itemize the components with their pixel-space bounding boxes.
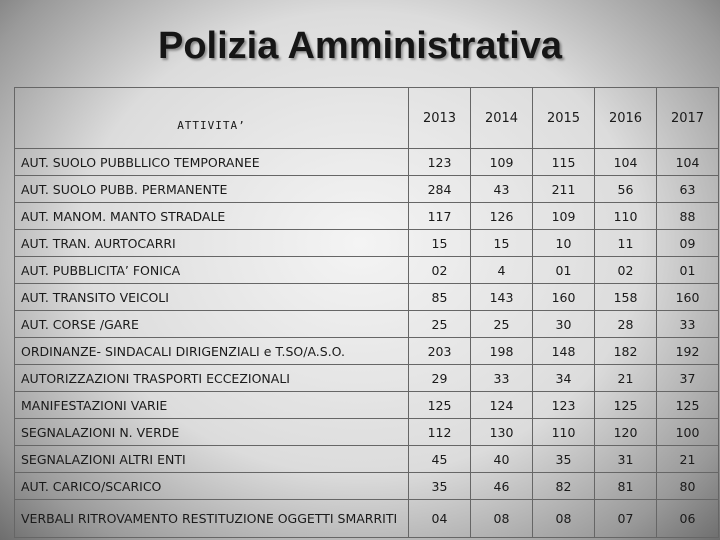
value-cell: 01 <box>657 257 719 284</box>
value-cell: 63 <box>657 176 719 203</box>
table-row <box>15 257 719 284</box>
value-cell: 88 <box>657 203 719 230</box>
header-row <box>15 88 719 149</box>
activity-label: ORDINANZE- SINDACALI DIRIGENZIALI e T.SO/A.S.O. <box>15 338 409 365</box>
value-cell: 115 <box>533 149 595 176</box>
value-cell: 15 <box>409 230 471 257</box>
activity-label: SEGNALAZIONI ALTRI ENTI <box>15 446 409 473</box>
table-row <box>15 473 719 500</box>
value-cell: 109 <box>471 149 533 176</box>
activity-table-container <box>14 87 718 527</box>
value-cell: 126 <box>471 203 533 230</box>
value-cell: 10 <box>533 230 595 257</box>
value-cell: 117 <box>409 203 471 230</box>
value-cell: 198 <box>471 338 533 365</box>
value-cell: 43 <box>471 176 533 203</box>
value-cell: 120 <box>595 419 657 446</box>
value-cell: 34 <box>533 365 595 392</box>
value-cell: 29 <box>409 365 471 392</box>
value-cell: 07 <box>595 500 657 538</box>
activity-label: AUT. CORSE /GARE <box>15 311 409 338</box>
value-cell: 28 <box>595 311 657 338</box>
value-cell: 125 <box>409 392 471 419</box>
value-cell: 85 <box>409 284 471 311</box>
value-cell: 04 <box>409 500 471 538</box>
value-cell: 112 <box>409 419 471 446</box>
value-cell: 125 <box>595 392 657 419</box>
value-cell: 80 <box>657 473 719 500</box>
table-row <box>15 392 719 419</box>
activity-label: AUT. CARICO/SCARICO <box>15 473 409 500</box>
table-row <box>15 338 719 365</box>
value-cell: 125 <box>657 392 719 419</box>
value-cell: 30 <box>533 311 595 338</box>
activity-column-header: ATTIVITA’ <box>15 88 409 149</box>
value-cell: 56 <box>595 176 657 203</box>
value-cell: 203 <box>409 338 471 365</box>
value-cell: 21 <box>595 365 657 392</box>
value-cell: 15 <box>471 230 533 257</box>
value-cell: 11 <box>595 230 657 257</box>
value-cell: 148 <box>533 338 595 365</box>
value-cell: 123 <box>409 149 471 176</box>
value-cell: 08 <box>471 500 533 538</box>
value-cell: 104 <box>657 149 719 176</box>
value-cell: 45 <box>409 446 471 473</box>
activity-label: SEGNALAZIONI N. VERDE <box>15 419 409 446</box>
value-cell: 109 <box>533 203 595 230</box>
activity-table <box>14 87 719 538</box>
value-cell: 160 <box>533 284 595 311</box>
activity-label: AUT. TRANSITO VEICOLI <box>15 284 409 311</box>
table-row <box>15 311 719 338</box>
value-cell: 192 <box>657 338 719 365</box>
value-cell: 124 <box>471 392 533 419</box>
value-cell: 25 <box>471 311 533 338</box>
value-cell: 158 <box>595 284 657 311</box>
slide-title: Polizia Amministrativa <box>157 25 563 67</box>
table-row <box>15 230 719 257</box>
activity-label: MANIFESTAZIONI VARIE <box>15 392 409 419</box>
value-cell: 130 <box>471 419 533 446</box>
activity-label: AUT. SUOLO PUBBLLICO TEMPORANEE <box>15 149 409 176</box>
table-row <box>15 176 719 203</box>
activity-label: VERBALI RITROVAMENTO RESTITUZIONE OGGETTI SMARRITI <box>15 500 409 538</box>
value-cell: 31 <box>595 446 657 473</box>
value-cell: 123 <box>533 392 595 419</box>
value-cell: 182 <box>595 338 657 365</box>
value-cell: 143 <box>471 284 533 311</box>
value-cell: 211 <box>533 176 595 203</box>
value-cell: 35 <box>409 473 471 500</box>
table-row <box>15 500 719 538</box>
activity-label: AUTORIZZAZIONI TRASPORTI ECCEZIONALI <box>15 365 409 392</box>
value-cell: 100 <box>657 419 719 446</box>
value-cell: 110 <box>595 203 657 230</box>
year-header-2016: 2016 <box>595 88 657 149</box>
value-cell: 02 <box>409 257 471 284</box>
table-row <box>15 149 719 176</box>
table-row <box>15 203 719 230</box>
value-cell: 46 <box>471 473 533 500</box>
value-cell: 09 <box>657 230 719 257</box>
value-cell: 37 <box>657 365 719 392</box>
value-cell: 160 <box>657 284 719 311</box>
table-row <box>15 284 719 311</box>
value-cell: 40 <box>471 446 533 473</box>
activity-label: AUT. TRAN. AURTOCARRI <box>15 230 409 257</box>
value-cell: 81 <box>595 473 657 500</box>
value-cell: 21 <box>657 446 719 473</box>
value-cell: 4 <box>471 257 533 284</box>
value-cell: 33 <box>657 311 719 338</box>
value-cell: 284 <box>409 176 471 203</box>
value-cell: 104 <box>595 149 657 176</box>
activity-label: AUT. PUBBLICITA’ FONICA <box>15 257 409 284</box>
table-row <box>15 419 719 446</box>
value-cell: 110 <box>533 419 595 446</box>
activity-label: AUT. SUOLO PUBB. PERMANENTE <box>15 176 409 203</box>
value-cell: 02 <box>595 257 657 284</box>
value-cell: 01 <box>533 257 595 284</box>
table-row <box>15 446 719 473</box>
activity-label: AUT. MANOM. MANTO STRADALE <box>15 203 409 230</box>
value-cell: 33 <box>471 365 533 392</box>
value-cell: 08 <box>533 500 595 538</box>
table-row <box>15 365 719 392</box>
year-header-2017: 2017 <box>657 88 719 149</box>
value-cell: 35 <box>533 446 595 473</box>
value-cell: 82 <box>533 473 595 500</box>
value-cell: 25 <box>409 311 471 338</box>
year-header-2015: 2015 <box>533 88 595 149</box>
value-cell: 06 <box>657 500 719 538</box>
year-header-2013: 2013 <box>409 88 471 149</box>
year-header-2014: 2014 <box>471 88 533 149</box>
